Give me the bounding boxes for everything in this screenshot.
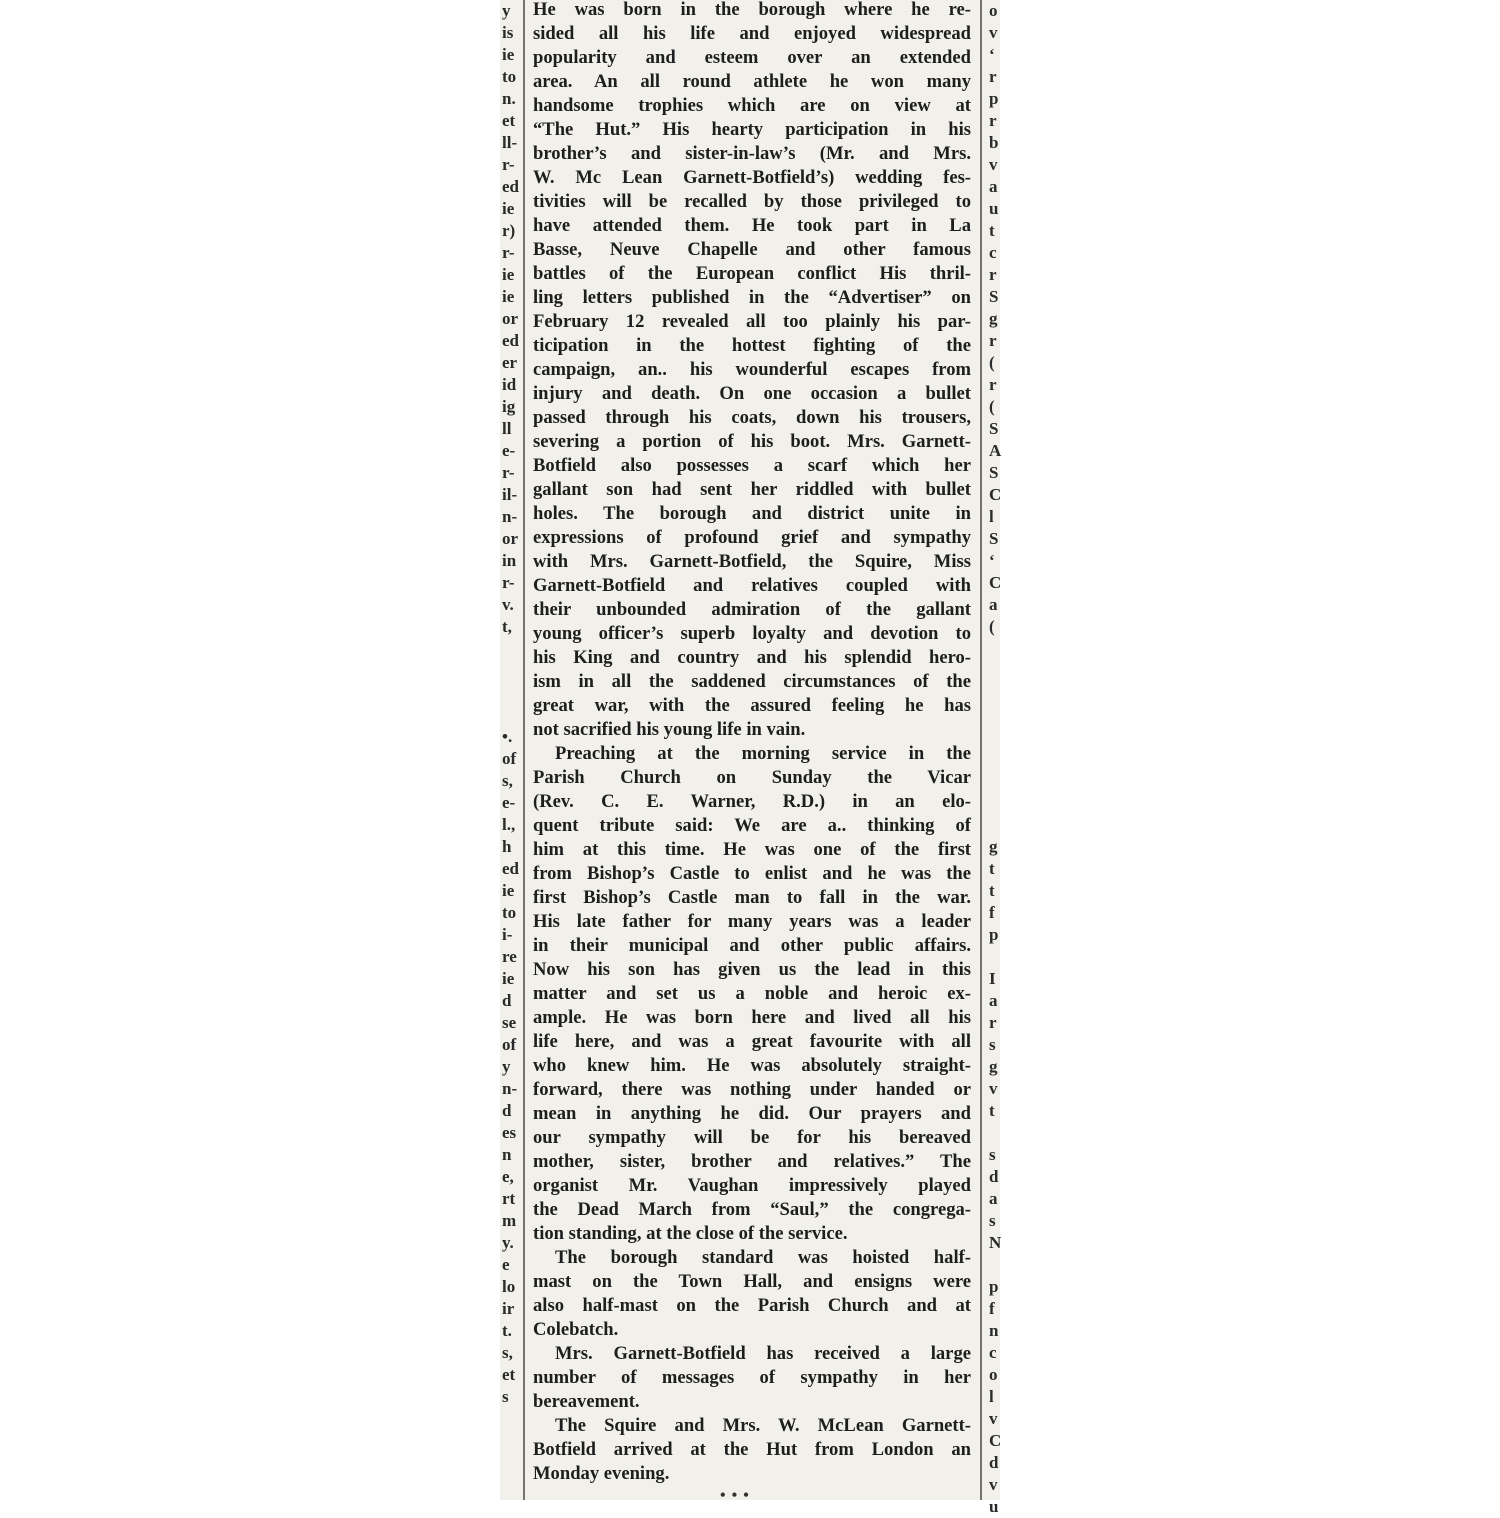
right-fragment-line: a — [989, 595, 998, 614]
right-fragment-line: r — [989, 265, 997, 284]
article-line: handsome trophies which are on view at — [533, 95, 971, 116]
article-line: life here, and was a great favourite with all — [533, 1031, 971, 1052]
left-fragment-line: v. — [502, 595, 514, 614]
right-fragment-line: r — [989, 1013, 997, 1032]
right-fragment-line: p — [989, 1277, 999, 1296]
right-fragment-line: r — [989, 331, 997, 350]
right-fragment-line: r — [989, 67, 997, 86]
right-fragment-line: l — [989, 1387, 994, 1406]
left-fragment-line: r- — [502, 463, 515, 482]
left-fragment-line: ed — [502, 859, 519, 878]
article-line: young officer’s superb loyalty and devotion to — [533, 623, 971, 644]
right-fragment-line — [989, 704, 1000, 726]
right-fragment-line: b — [989, 133, 999, 152]
left-fragment-line: ie — [502, 969, 515, 988]
article-line: Monday evening. — [533, 1463, 670, 1484]
right-fragment-line: ( — [989, 353, 995, 372]
article-line: tivities will be recalled by those privileged to — [533, 191, 971, 212]
left-fragment-line: se — [502, 1013, 517, 1032]
left-fragment-line: ie — [502, 881, 515, 900]
article-line: severing a portion of his boot. Mrs. Garnett- — [533, 431, 971, 452]
right-fragment-line: C — [989, 1431, 1002, 1450]
left-fragment-line: ie — [502, 45, 515, 64]
article-line: popularity and esteem over an extended — [533, 47, 971, 68]
left-fragment-line: n. — [502, 89, 516, 108]
left-fragment-line: ll- — [502, 133, 518, 152]
article-line: have attended them. He took part in La — [533, 215, 971, 236]
right-fragment-line: S — [989, 463, 999, 482]
article-line: ling letters published in the “Advertiser” on — [533, 287, 971, 308]
article-line: His late father for many years was a leader — [533, 911, 971, 932]
article-line: February 12 revealed all too plainly his par- — [533, 311, 971, 332]
right-fragment-line: I — [989, 969, 996, 988]
right-fragment-line: v — [989, 1475, 998, 1494]
article-line: injury and death. On one occasion a bullet — [533, 383, 971, 404]
article-line: organist Mr. Vaughan impressively played — [533, 1175, 971, 1196]
left-fragment-line: is — [502, 23, 514, 42]
right-column-fragment — [989, 0, 1000, 1518]
article-line: also half-mast on the Parish Church and at — [533, 1295, 971, 1316]
article-line: him at this time. He was one of the first — [533, 839, 971, 860]
right-fragment-line: ‘ — [989, 45, 995, 64]
article-line: Now his son has given us the lead in this — [533, 959, 971, 980]
right-fragment-line: u — [989, 1497, 999, 1516]
article-line: Colebatch. — [533, 1319, 619, 1340]
article-line: battles of the European conflict His thril- — [533, 263, 971, 284]
article-line: from Bishop’s Castle to enlist and he was the — [533, 863, 971, 884]
right-fragment-line: r — [989, 375, 997, 394]
article-line: mean in anything he did. Our prayers and — [533, 1103, 971, 1124]
right-fragment-line: C — [989, 573, 1002, 592]
article-line: forward, there was nothing under handed or — [533, 1079, 971, 1100]
right-fragment-line: o — [989, 1365, 998, 1384]
right-fragment-line: p — [989, 89, 999, 108]
right-fragment-line: S — [989, 529, 999, 548]
article-line: first Bishop’s Castle man to fall in the war. — [533, 887, 971, 908]
right-fragment-line: s — [989, 1211, 996, 1230]
left-fragment-line: ie — [502, 287, 515, 306]
right-fragment-line: s — [989, 1035, 996, 1054]
right-fragment-line: t — [989, 881, 995, 900]
left-fragment-line: ir — [502, 1299, 515, 1318]
left-fragment-line — [502, 704, 522, 726]
left-fragment-line: t, — [502, 617, 512, 636]
right-fragment-line: N — [989, 1233, 1002, 1252]
right-fragment-line: o — [989, 1, 998, 20]
right-fragment-line: r — [989, 111, 997, 130]
left-fragment-line: to — [502, 67, 517, 86]
right-fragment-line: u — [989, 199, 999, 218]
right-fragment-line — [989, 792, 1000, 814]
left-fragment-line: h — [502, 837, 512, 856]
article-line: Garnett-Botfield and relatives coupled with — [533, 575, 971, 596]
left-fragment-line: y. — [502, 1233, 514, 1252]
right-fragment-line: f — [989, 1299, 995, 1318]
left-fragment-line: lo — [502, 1277, 516, 1296]
right-fragment-line — [989, 748, 1000, 770]
left-fragment-line: of — [502, 1035, 517, 1054]
right-fragment-line: d — [989, 1453, 999, 1472]
left-fragment-line: y — [502, 1, 511, 20]
left-fragment-line: r- — [502, 155, 515, 174]
left-fragment-line: e, — [502, 1167, 514, 1186]
article-line: brother’s and sister-in-law’s (Mr. and Mrs. — [533, 143, 971, 164]
article-paragraph — [533, 1414, 971, 1486]
right-fragment-line — [989, 638, 1000, 660]
right-fragment-line: v — [989, 1409, 998, 1428]
right-fragment-line: a — [989, 177, 998, 196]
right-fragment-line: a — [989, 991, 998, 1010]
left-fragment-line: es — [502, 1123, 517, 1142]
article-paragraph — [533, 1342, 971, 1414]
left-fragment-line: re — [502, 947, 517, 966]
left-fragment-line: il- — [502, 485, 518, 504]
right-fragment-line — [989, 660, 1000, 682]
left-fragment-line: in — [502, 551, 517, 570]
left-fragment-line: r) — [502, 221, 516, 240]
right-fragment-line — [989, 946, 1000, 968]
article-line: “The Hut.” His hearty participation in his — [533, 119, 971, 140]
right-fragment-line: t — [989, 221, 995, 240]
column-rule-right — [980, 0, 982, 1500]
left-fragment-line: s — [502, 1387, 509, 1406]
article-line: sided all his life and enjoyed widespread — [533, 23, 971, 44]
left-fragment-line: y — [502, 1057, 511, 1076]
right-fragment-line: p — [989, 925, 999, 944]
right-fragment-line: ( — [989, 397, 995, 416]
article-line: the Dead March from “Saul,” the congrega- — [533, 1199, 971, 1220]
left-fragment-line: ed — [502, 177, 519, 196]
left-fragment-line: ie — [502, 199, 515, 218]
left-fragment-line: n- — [502, 507, 518, 526]
right-fragment-line: A — [989, 441, 1002, 460]
right-fragment-line: g — [989, 1057, 998, 1076]
article-line: W. Mc Lean Garnett-Botfield’s) wedding fes- — [533, 167, 971, 188]
right-fragment-line: a — [989, 1189, 998, 1208]
article-line: bereavement. — [533, 1391, 640, 1412]
left-fragment-line: er — [502, 353, 518, 372]
left-fragment-line: e- — [502, 793, 516, 812]
article-paragraph — [533, 1246, 971, 1342]
left-fragment-line: or — [502, 529, 519, 548]
article-line: tion standing, at the close of the service. — [533, 1223, 848, 1244]
article-line: Mrs. Garnett-Botfield has received a large — [555, 1343, 971, 1364]
article-paragraph — [533, 742, 971, 1246]
left-fragment-line: of — [502, 749, 517, 768]
article-line: in their municipal and other public affairs. — [533, 935, 971, 956]
right-fragment-line — [989, 814, 1000, 836]
right-fragment-line: c — [989, 1343, 997, 1362]
left-column-fragment — [502, 0, 522, 1408]
left-fragment-line — [502, 638, 522, 660]
article-line: Botfield also possesses a scarf which her — [533, 455, 971, 476]
article-line: mast on the Town Hall, and ensigns were — [533, 1271, 971, 1292]
left-fragment-line: n — [502, 1145, 512, 1164]
right-fragment-line: l — [989, 507, 994, 526]
article-line: passed through his coats, down his trousers, — [533, 407, 971, 428]
right-fragment-line: C — [989, 485, 1002, 504]
left-fragment-line: i- — [502, 925, 513, 944]
left-fragment-line: et — [502, 1365, 516, 1384]
right-fragment-line: S — [989, 419, 999, 438]
article-line: (Rev. C. E. Warner, R.D.) in an elo- — [533, 791, 971, 812]
right-fragment-line: c — [989, 243, 997, 262]
article-line: not sacrified his young life in vain. — [533, 719, 806, 740]
right-fragment-line — [989, 726, 1000, 748]
right-fragment-line: s — [989, 1145, 996, 1164]
article-line: gallant son had sent her riddled with bullet — [533, 479, 971, 500]
article-line: who knew him. He was absolutely straight- — [533, 1055, 971, 1076]
right-fragment-line: S — [989, 287, 999, 306]
right-fragment-line — [989, 1122, 1000, 1144]
article-line: ample. He was born here and lived all his — [533, 1007, 971, 1028]
left-fragment-line: r- — [502, 573, 515, 592]
obituary-article — [533, 0, 971, 1486]
left-fragment-line: r- — [502, 243, 515, 262]
right-fragment-line: g — [989, 837, 998, 856]
article-line: area. An all round athlete he won many — [533, 71, 971, 92]
article-line: He was born in the borough where he re- — [533, 0, 971, 20]
left-fragment-line — [502, 660, 522, 682]
right-fragment-line: t — [989, 859, 995, 878]
right-fragment-line: ‘ — [989, 551, 995, 570]
right-fragment-line: t — [989, 1101, 995, 1120]
left-fragment-line — [502, 682, 522, 704]
left-fragment-line: ie — [502, 265, 515, 284]
article-line: great war, with the assured feeling he has — [533, 695, 971, 716]
left-fragment-line: m — [502, 1211, 517, 1230]
right-fragment-line: v — [989, 155, 998, 174]
right-fragment-line: g — [989, 309, 998, 328]
article-line: our sympathy will be for his bereaved — [533, 1127, 971, 1148]
left-fragment-line: •. — [502, 727, 513, 746]
left-fragment-line: s, — [502, 1343, 513, 1362]
section-separator-mark: ••• — [720, 1487, 755, 1504]
left-fragment-line: rt — [502, 1189, 516, 1208]
left-fragment-line: ed — [502, 331, 519, 350]
right-fragment-line: v — [989, 23, 998, 42]
article-line: The borough standard was hoisted half- — [555, 1247, 971, 1268]
article-line: matter and set us a noble and heroic ex- — [533, 983, 971, 1004]
left-fragment-line: d — [502, 991, 512, 1010]
left-fragment-line: to — [502, 903, 517, 922]
left-fragment-line: ig — [502, 397, 516, 416]
left-fragment-line: s, — [502, 771, 513, 790]
article-line: Botfield arrived at the Hut from London an — [533, 1439, 971, 1460]
left-fragment-line: t. — [502, 1321, 512, 1340]
left-fragment-line: l., — [502, 815, 516, 834]
right-fragment-line: ( — [989, 617, 995, 636]
article-line: expressions of profound grief and sympathy — [533, 527, 971, 548]
left-fragment-line: ll — [502, 419, 512, 438]
article-paragraph — [533, 0, 971, 742]
right-fragment-line — [989, 1254, 1000, 1276]
article-line: their unbounded admiration of the gallant — [533, 599, 971, 620]
article-line: mother, sister, brother and relatives.” The — [533, 1151, 971, 1172]
newspaper-column-strip — [500, 0, 1002, 1516]
right-fragment-line: f — [989, 903, 995, 922]
article-line: holes. The borough and district unite in — [533, 503, 971, 524]
right-fragment-line: v — [989, 1079, 998, 1098]
article-line: The Squire and Mrs. W. McLean Garnett- — [555, 1415, 971, 1436]
right-fragment-line: d — [989, 1167, 999, 1186]
right-fragment-line: n — [989, 1321, 999, 1340]
right-fragment-line — [989, 682, 1000, 704]
article-line: Basse, Neuve Chapelle and other famous — [533, 239, 971, 260]
left-fragment-line: e — [502, 1255, 510, 1274]
left-fragment-line: n- — [502, 1079, 518, 1098]
right-fragment-line — [989, 770, 1000, 792]
article-line: quent tribute said: We are a.. thinking of — [533, 815, 971, 836]
left-fragment-line: id — [502, 375, 517, 394]
left-fragment-line: et — [502, 111, 516, 130]
article-line: Parish Church on Sunday the Vicar — [533, 767, 971, 788]
article-line: his King and country and his splendid hero- — [533, 647, 971, 668]
column-rule-left — [523, 0, 525, 1500]
article-line: ism in all the saddened circumstances of the — [533, 671, 971, 692]
left-fragment-line: d — [502, 1101, 512, 1120]
left-fragment-line: e- — [502, 441, 516, 460]
article-line: ticipation in the hottest fighting of the — [533, 335, 971, 356]
left-fragment-line: or — [502, 309, 519, 328]
article-line: number of messages of sympathy in her — [533, 1367, 971, 1388]
article-line: campaign, an.. his wounderful escapes from — [533, 359, 971, 380]
article-line: with Mrs. Garnett-Botfield, the Squire, Miss — [533, 551, 971, 572]
article-line: Preaching at the morning service in the — [555, 743, 971, 764]
